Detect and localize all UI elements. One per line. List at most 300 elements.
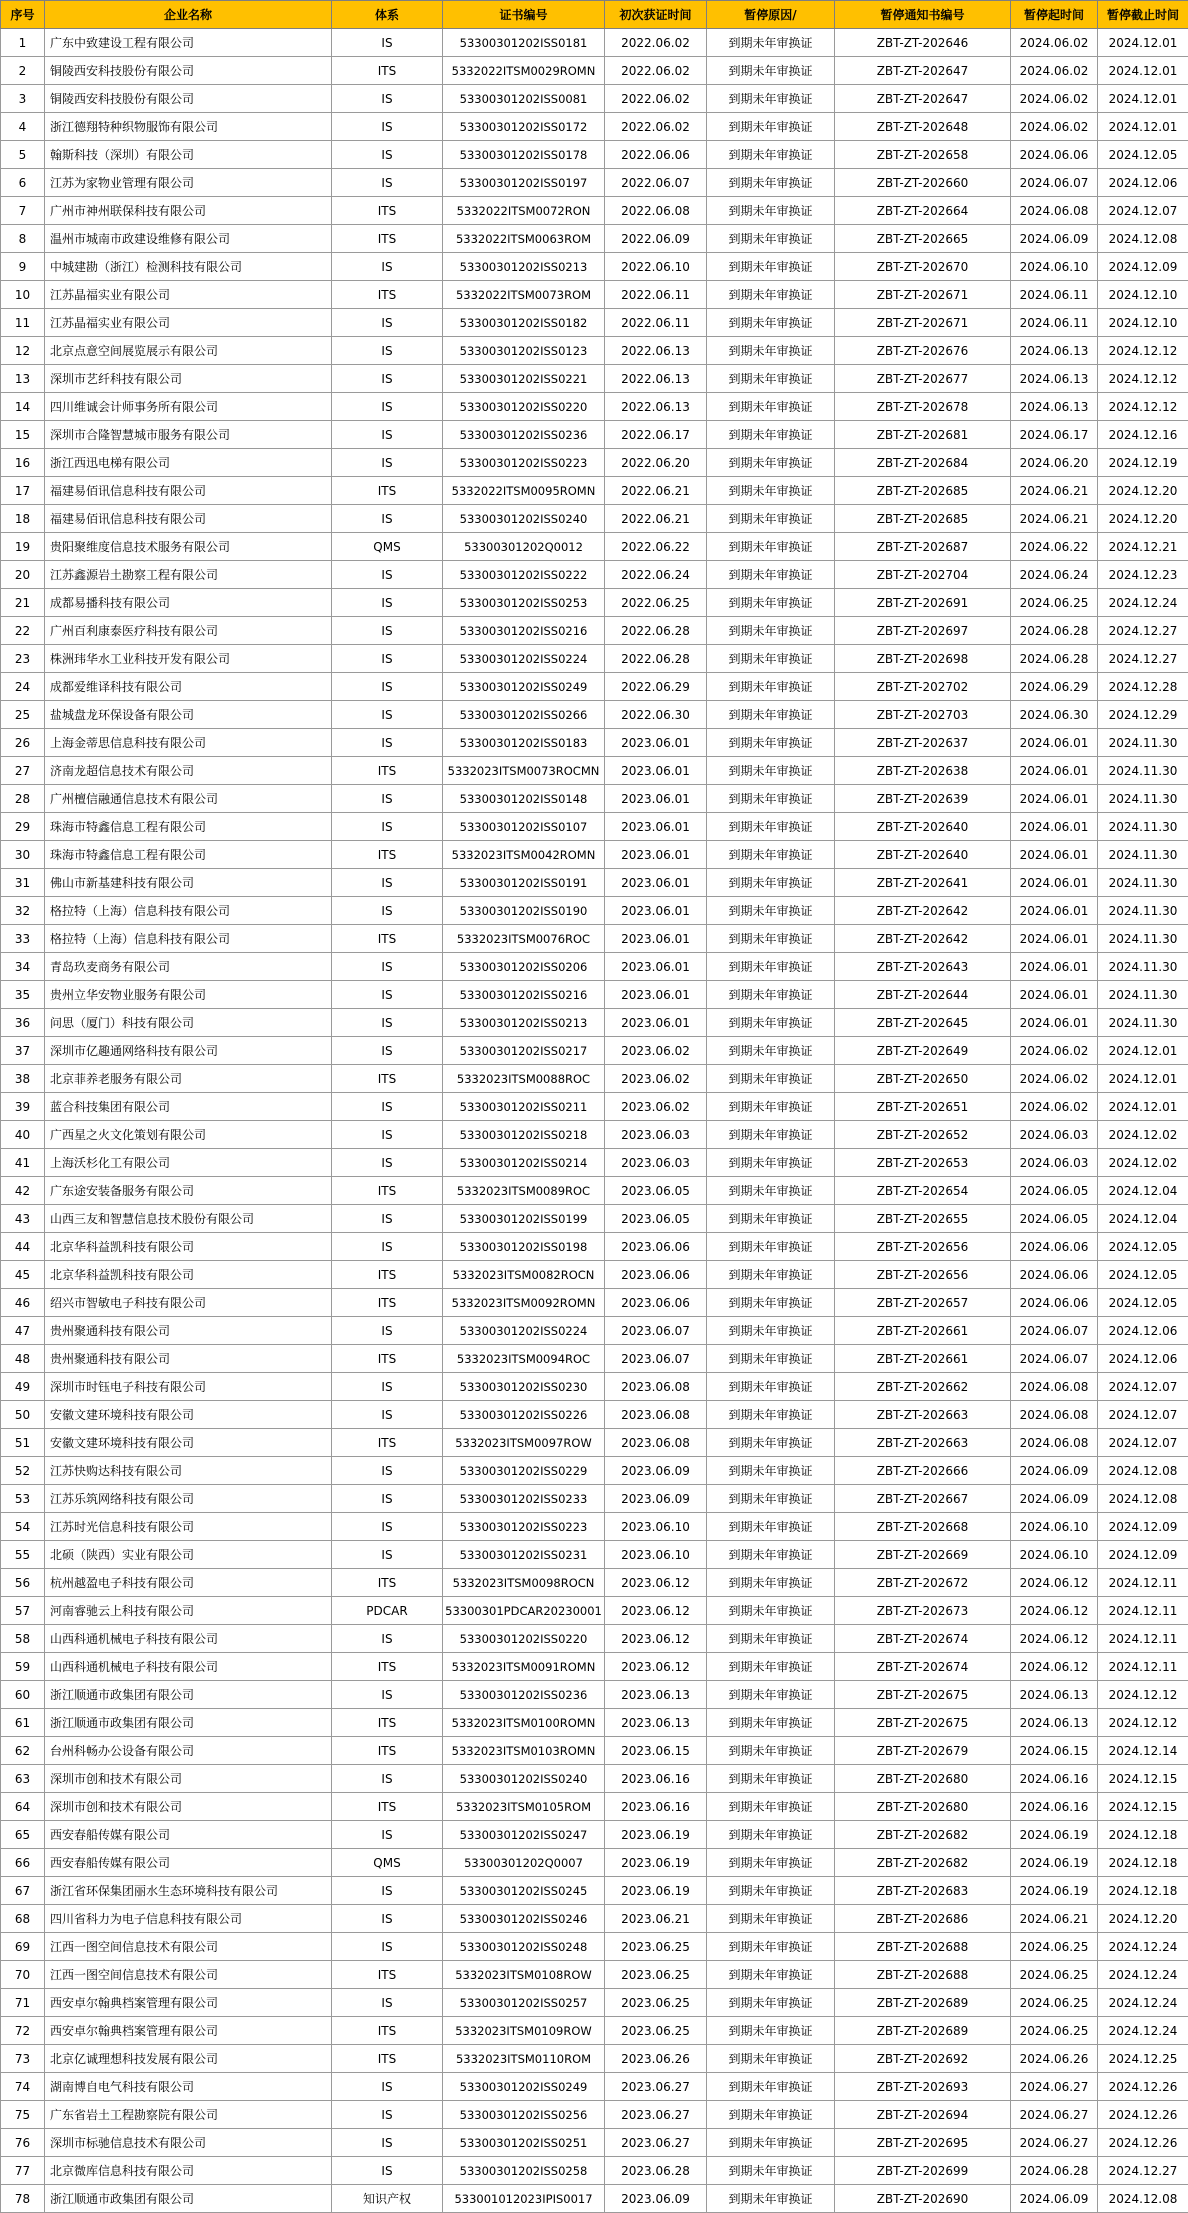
- cell-system: IS: [332, 1317, 443, 1345]
- cell-start-date: 2024.06.21: [1011, 477, 1098, 505]
- cell-reason: 到期未年审换证: [707, 1205, 835, 1233]
- cell-reason: 到期未年审换证: [707, 617, 835, 645]
- table-row: [1, 757, 1188, 785]
- cell-system: IS: [332, 2101, 443, 2129]
- cell-first-cert-date: 2022.06.13: [605, 365, 707, 393]
- cell-end-date: 2024.12.01: [1098, 57, 1188, 85]
- cell-first-cert-date: 2023.06.25: [605, 1961, 707, 1989]
- cell-reason: 到期未年审换证: [707, 197, 835, 225]
- cell-index: 73: [1, 2045, 45, 2073]
- cell-start-date: 2024.06.02: [1011, 1065, 1098, 1093]
- cell-cert-no: 53300301202ISS0107: [443, 813, 605, 841]
- cell-system: IS: [332, 1121, 443, 1149]
- cell-reason: 到期未年审换证: [707, 2185, 835, 2213]
- table-row: [1, 1709, 1188, 1737]
- cell-cert-no: 53300301202ISS0216: [443, 617, 605, 645]
- cell-cert-no: 53300301202ISS0220: [443, 1625, 605, 1653]
- cell-company: 深圳市亿趣通网络科技有限公司: [45, 1037, 332, 1065]
- cell-first-cert-date: 2023.06.28: [605, 2157, 707, 2185]
- cell-company: 北京华科益凯科技有限公司: [45, 1261, 332, 1289]
- cell-system: IS: [332, 617, 443, 645]
- table-row: [1, 869, 1188, 897]
- cell-index: 16: [1, 449, 45, 477]
- cell-index: 66: [1, 1849, 45, 1877]
- table-row: [1, 1065, 1188, 1093]
- cell-reason: 到期未年审换证: [707, 1233, 835, 1261]
- cell-notice-no: ZBT-ZT-202670: [835, 253, 1011, 281]
- cell-reason: 到期未年审换证: [707, 1065, 835, 1093]
- cell-company: 安徽文建环境科技有限公司: [45, 1429, 332, 1457]
- cell-cert-no: 5332022ITSM0073ROM: [443, 281, 605, 309]
- cell-system: IS: [332, 701, 443, 729]
- cell-first-cert-date: 2023.06.02: [605, 1037, 707, 1065]
- cell-notice-no: ZBT-ZT-202668: [835, 1513, 1011, 1541]
- cell-first-cert-date: 2023.06.08: [605, 1429, 707, 1457]
- cell-company: 台州科畅办公设备有限公司: [45, 1737, 332, 1765]
- cell-reason: 到期未年审换证: [707, 29, 835, 57]
- cell-index: 71: [1, 1989, 45, 2017]
- cell-reason: 到期未年审换证: [707, 2045, 835, 2073]
- cell-system: ITS: [332, 197, 443, 225]
- cell-cert-no: 53300301202ISS0229: [443, 1457, 605, 1485]
- table-row: [1, 1429, 1188, 1457]
- cell-start-date: 2024.06.01: [1011, 869, 1098, 897]
- cell-cert-no: 53300301202ISS0081: [443, 85, 605, 113]
- cell-end-date: 2024.12.08: [1098, 1457, 1188, 1485]
- cell-reason: 到期未年审换证: [707, 2129, 835, 2157]
- cell-end-date: 2024.12.01: [1098, 85, 1188, 113]
- cell-reason: 到期未年审换证: [707, 2073, 835, 2101]
- table-row: [1, 113, 1188, 141]
- cell-start-date: 2024.06.16: [1011, 1765, 1098, 1793]
- table-row: [1, 1485, 1188, 1513]
- cell-reason: 到期未年审换证: [707, 981, 835, 1009]
- table-row: [1, 2157, 1188, 2185]
- cell-system: ITS: [332, 925, 443, 953]
- table-row: [1, 1541, 1188, 1569]
- cell-system: IS: [332, 1401, 443, 1429]
- cell-index: 4: [1, 113, 45, 141]
- cell-reason: 到期未年审换证: [707, 1961, 835, 1989]
- cell-notice-no: ZBT-ZT-202642: [835, 897, 1011, 925]
- cell-index: 56: [1, 1569, 45, 1597]
- cell-first-cert-date: 2023.06.25: [605, 2017, 707, 2045]
- cell-first-cert-date: 2023.06.25: [605, 1989, 707, 2017]
- table-row: [1, 253, 1188, 281]
- cell-start-date: 2024.06.30: [1011, 701, 1098, 729]
- cell-first-cert-date: 2023.06.06: [605, 1261, 707, 1289]
- cell-system: ITS: [332, 2017, 443, 2045]
- cell-cert-no: 5332023ITSM0082ROCN: [443, 1261, 605, 1289]
- cell-end-date: 2024.12.11: [1098, 1653, 1188, 1681]
- cell-cert-no: 5332023ITSM0076ROC: [443, 925, 605, 953]
- cell-system: IS: [332, 1205, 443, 1233]
- table-row: [1, 2185, 1188, 2213]
- header-system: 体系: [332, 1, 443, 29]
- cell-reason: 到期未年审换证: [707, 1261, 835, 1289]
- cell-system: ITS: [332, 1961, 443, 1989]
- table-row: [1, 1905, 1188, 1933]
- cell-notice-no: ZBT-ZT-202671: [835, 281, 1011, 309]
- cell-index: 37: [1, 1037, 45, 1065]
- table-row: [1, 449, 1188, 477]
- cell-first-cert-date: 2023.06.12: [605, 1653, 707, 1681]
- cell-reason: 到期未年审换证: [707, 1429, 835, 1457]
- cell-company: 深圳市标驰信息技术有限公司: [45, 2129, 332, 2157]
- cell-first-cert-date: 2022.06.28: [605, 645, 707, 673]
- table-row: [1, 1093, 1188, 1121]
- cell-start-date: 2024.06.24: [1011, 561, 1098, 589]
- table-row: [1, 701, 1188, 729]
- cell-first-cert-date: 2023.06.06: [605, 1289, 707, 1317]
- cell-index: 20: [1, 561, 45, 589]
- cell-company: 济南龙超信息技术有限公司: [45, 757, 332, 785]
- cell-index: 68: [1, 1905, 45, 1933]
- cell-index: 21: [1, 589, 45, 617]
- cell-index: 63: [1, 1765, 45, 1793]
- cell-notice-no: ZBT-ZT-202679: [835, 1737, 1011, 1765]
- cell-notice-no: ZBT-ZT-202665: [835, 225, 1011, 253]
- cell-system: IS: [332, 1625, 443, 1653]
- cell-first-cert-date: 2023.06.07: [605, 1345, 707, 1373]
- cell-index: 7: [1, 197, 45, 225]
- cell-start-date: 2024.06.07: [1011, 1317, 1098, 1345]
- table-row: [1, 925, 1188, 953]
- table-row: [1, 1765, 1188, 1793]
- cell-start-date: 2024.06.27: [1011, 2101, 1098, 2129]
- header-notice-no: 暂停通知书编号: [835, 1, 1011, 29]
- cell-first-cert-date: 2022.06.09: [605, 225, 707, 253]
- cell-index: 22: [1, 617, 45, 645]
- cell-reason: 到期未年审换证: [707, 421, 835, 449]
- cell-end-date: 2024.12.24: [1098, 2017, 1188, 2045]
- cell-index: 44: [1, 1233, 45, 1261]
- cell-notice-no: ZBT-ZT-202637: [835, 729, 1011, 757]
- cell-index: 69: [1, 1933, 45, 1961]
- cell-index: 8: [1, 225, 45, 253]
- cell-index: 57: [1, 1597, 45, 1625]
- cell-first-cert-date: 2023.06.27: [605, 2129, 707, 2157]
- cell-first-cert-date: 2022.06.13: [605, 337, 707, 365]
- table-row: [1, 1177, 1188, 1205]
- cell-system: IS: [332, 561, 443, 589]
- cell-company: 上海金蒂思信息科技有限公司: [45, 729, 332, 757]
- cell-end-date: 2024.12.23: [1098, 561, 1188, 589]
- cell-reason: 到期未年审换证: [707, 757, 835, 785]
- cell-reason: 到期未年审换证: [707, 1513, 835, 1541]
- cell-company: 山西科通机械电子科技有限公司: [45, 1625, 332, 1653]
- table-row: [1, 421, 1188, 449]
- cell-company: 北京华科益凯科技有限公司: [45, 1233, 332, 1261]
- cell-notice-no: ZBT-ZT-202684: [835, 449, 1011, 477]
- cell-cert-no: 53300301202ISS0257: [443, 1989, 605, 2017]
- cell-start-date: 2024.06.09: [1011, 1457, 1098, 1485]
- cell-cert-no: 53300301202ISS0211: [443, 1093, 605, 1121]
- cell-system: IS: [332, 1009, 443, 1037]
- cell-start-date: 2024.06.06: [1011, 1261, 1098, 1289]
- cell-end-date: 2024.11.30: [1098, 897, 1188, 925]
- cell-end-date: 2024.11.30: [1098, 841, 1188, 869]
- cell-index: 62: [1, 1737, 45, 1765]
- cell-notice-no: ZBT-ZT-202661: [835, 1345, 1011, 1373]
- cell-end-date: 2024.12.10: [1098, 309, 1188, 337]
- cell-cert-no: 53300301202ISS0233: [443, 1485, 605, 1513]
- table-row: [1, 85, 1188, 113]
- cell-reason: 到期未年审换证: [707, 869, 835, 897]
- cell-start-date: 2024.06.28: [1011, 617, 1098, 645]
- table-row: [1, 365, 1188, 393]
- cell-notice-no: ZBT-ZT-202644: [835, 981, 1011, 1009]
- cell-cert-no: 5332022ITSM0029ROMN: [443, 57, 605, 85]
- table-row: [1, 617, 1188, 645]
- cell-start-date: 2024.06.21: [1011, 1905, 1098, 1933]
- cell-company: 北京点意空间展览展示有限公司: [45, 337, 332, 365]
- cell-index: 14: [1, 393, 45, 421]
- cell-notice-no: ZBT-ZT-202647: [835, 57, 1011, 85]
- cell-notice-no: ZBT-ZT-202642: [835, 925, 1011, 953]
- cell-reason: 到期未年审换证: [707, 1765, 835, 1793]
- cell-end-date: 2024.12.01: [1098, 29, 1188, 57]
- cell-start-date: 2024.06.10: [1011, 253, 1098, 281]
- cell-index: 34: [1, 953, 45, 981]
- cell-company: 蓝合科技集团有限公司: [45, 1093, 332, 1121]
- cell-first-cert-date: 2023.06.13: [605, 1681, 707, 1709]
- cell-first-cert-date: 2023.06.27: [605, 2101, 707, 2129]
- cell-reason: 到期未年审换证: [707, 1401, 835, 1429]
- cell-system: IS: [332, 1541, 443, 1569]
- cell-company: 上海沃杉化工有限公司: [45, 1149, 332, 1177]
- cell-cert-no: 53300301202ISS0216: [443, 981, 605, 1009]
- cell-company: 安徽文建环境科技有限公司: [45, 1401, 332, 1429]
- cell-start-date: 2024.06.02: [1011, 1093, 1098, 1121]
- cell-start-date: 2024.06.07: [1011, 1345, 1098, 1373]
- cell-end-date: 2024.12.24: [1098, 589, 1188, 617]
- cell-index: 41: [1, 1149, 45, 1177]
- cell-end-date: 2024.12.12: [1098, 1709, 1188, 1737]
- cell-start-date: 2024.06.01: [1011, 757, 1098, 785]
- cell-start-date: 2024.06.22: [1011, 533, 1098, 561]
- cell-notice-no: ZBT-ZT-202697: [835, 617, 1011, 645]
- cell-notice-no: ZBT-ZT-202646: [835, 29, 1011, 57]
- cell-reason: 到期未年审换证: [707, 253, 835, 281]
- cell-end-date: 2024.12.01: [1098, 1093, 1188, 1121]
- cell-first-cert-date: 2023.06.21: [605, 1905, 707, 1933]
- cell-company: 四川省科力为电子信息科技有限公司: [45, 1905, 332, 1933]
- cell-notice-no: ZBT-ZT-202675: [835, 1681, 1011, 1709]
- cell-reason: 到期未年审换证: [707, 533, 835, 561]
- cell-reason: 到期未年审换证: [707, 1541, 835, 1569]
- cell-cert-no: 53300301202ISS0245: [443, 1877, 605, 1905]
- cell-system: ITS: [332, 841, 443, 869]
- cell-end-date: 2024.12.12: [1098, 337, 1188, 365]
- cell-cert-no: 53300301202ISS0249: [443, 673, 605, 701]
- cell-cert-no: 53300301202ISS0226: [443, 1401, 605, 1429]
- cell-cert-no: 5332023ITSM0094ROC: [443, 1345, 605, 1373]
- cell-cert-no: 53300301202ISS0220: [443, 393, 605, 421]
- cell-index: 3: [1, 85, 45, 113]
- cell-reason: 到期未年审换证: [707, 281, 835, 309]
- cell-start-date: 2024.06.05: [1011, 1177, 1098, 1205]
- cell-start-date: 2024.06.28: [1011, 2157, 1098, 2185]
- cell-end-date: 2024.12.27: [1098, 645, 1188, 673]
- cell-cert-no: 53300301202ISS0183: [443, 729, 605, 757]
- cell-first-cert-date: 2022.06.08: [605, 197, 707, 225]
- cell-end-date: 2024.12.02: [1098, 1149, 1188, 1177]
- cell-cert-no: 5332023ITSM0105ROM: [443, 1793, 605, 1821]
- cell-end-date: 2024.12.14: [1098, 1737, 1188, 1765]
- cell-notice-no: ZBT-ZT-202667: [835, 1485, 1011, 1513]
- table-row: [1, 1401, 1188, 1429]
- cell-start-date: 2024.06.08: [1011, 197, 1098, 225]
- table-row: [1, 2129, 1188, 2157]
- cell-notice-no: ZBT-ZT-202643: [835, 953, 1011, 981]
- cell-first-cert-date: 2022.06.11: [605, 309, 707, 337]
- cell-end-date: 2024.12.05: [1098, 141, 1188, 169]
- cell-system: ITS: [332, 1345, 443, 1373]
- cell-index: 10: [1, 281, 45, 309]
- cell-system: IS: [332, 981, 443, 1009]
- cell-index: 29: [1, 813, 45, 841]
- cell-company: 深圳市合隆智慧城市服务有限公司: [45, 421, 332, 449]
- cell-cert-no: 5332023ITSM0089ROC: [443, 1177, 605, 1205]
- cell-notice-no: ZBT-ZT-202693: [835, 2073, 1011, 2101]
- cell-start-date: 2024.06.02: [1011, 85, 1098, 113]
- cell-system: IS: [332, 953, 443, 981]
- cell-company: 贵州聚通科技有限公司: [45, 1345, 332, 1373]
- cell-start-date: 2024.06.13: [1011, 365, 1098, 393]
- cell-start-date: 2024.06.11: [1011, 309, 1098, 337]
- cell-reason: 到期未年审换证: [707, 1037, 835, 1065]
- table-row: [1, 337, 1188, 365]
- cell-index: 45: [1, 1261, 45, 1289]
- cell-notice-no: ZBT-ZT-202678: [835, 393, 1011, 421]
- cell-notice-no: ZBT-ZT-202645: [835, 1009, 1011, 1037]
- cell-first-cert-date: 2023.06.07: [605, 1317, 707, 1345]
- cell-first-cert-date: 2023.06.09: [605, 1485, 707, 1513]
- cell-start-date: 2024.06.02: [1011, 29, 1098, 57]
- cell-cert-no: 53300301202ISS0223: [443, 449, 605, 477]
- header-end-date: 暂停截止时间: [1098, 1, 1188, 29]
- cell-end-date: 2024.12.07: [1098, 1401, 1188, 1429]
- cell-end-date: 2024.11.30: [1098, 785, 1188, 813]
- cell-start-date: 2024.06.01: [1011, 841, 1098, 869]
- cell-cert-no: 53300301202ISS0190: [443, 897, 605, 925]
- cell-company: 江西一图空间信息技术有限公司: [45, 1961, 332, 1989]
- cell-company: 广西星之火文化策划有限公司: [45, 1121, 332, 1149]
- cell-reason: 到期未年审换证: [707, 1877, 835, 1905]
- cell-first-cert-date: 2022.06.30: [605, 701, 707, 729]
- cell-reason: 到期未年审换证: [707, 1093, 835, 1121]
- cell-index: 12: [1, 337, 45, 365]
- cell-cert-no: 5332023ITSM0100ROMN: [443, 1709, 605, 1737]
- cell-company: 深圳市创和技术有限公司: [45, 1793, 332, 1821]
- cell-reason: 到期未年审换证: [707, 225, 835, 253]
- cell-reason: 到期未年审换证: [707, 505, 835, 533]
- cell-system: IS: [332, 645, 443, 673]
- cell-notice-no: ZBT-ZT-202674: [835, 1653, 1011, 1681]
- cell-end-date: 2024.12.16: [1098, 421, 1188, 449]
- cell-end-date: 2024.12.26: [1098, 2129, 1188, 2157]
- cell-start-date: 2024.06.09: [1011, 1485, 1098, 1513]
- cell-company: 广东省岩土工程勘察院有限公司: [45, 2101, 332, 2129]
- cell-system: IS: [332, 2073, 443, 2101]
- table-row: [1, 1737, 1188, 1765]
- cell-end-date: 2024.11.30: [1098, 925, 1188, 953]
- table-row: [1, 393, 1188, 421]
- cell-start-date: 2024.06.25: [1011, 1989, 1098, 2017]
- table-row: [1, 2017, 1188, 2045]
- cell-first-cert-date: 2023.06.01: [605, 897, 707, 925]
- cell-system: IS: [332, 1877, 443, 1905]
- cell-system: IS: [332, 1233, 443, 1261]
- cell-reason: 到期未年审换证: [707, 57, 835, 85]
- cell-start-date: 2024.06.08: [1011, 1401, 1098, 1429]
- cell-index: 15: [1, 421, 45, 449]
- cell-company: 江苏鑫源岩土勘察工程有限公司: [45, 561, 332, 589]
- cell-index: 72: [1, 2017, 45, 2045]
- cell-index: 48: [1, 1345, 45, 1373]
- cell-end-date: 2024.12.06: [1098, 1317, 1188, 1345]
- cell-reason: 到期未年审换证: [707, 2101, 835, 2129]
- table-row: [1, 1821, 1188, 1849]
- cell-notice-no: ZBT-ZT-202656: [835, 1261, 1011, 1289]
- cell-end-date: 2024.12.09: [1098, 253, 1188, 281]
- cell-first-cert-date: 2022.06.25: [605, 589, 707, 617]
- cell-cert-no: 5332022ITSM0063ROM: [443, 225, 605, 253]
- cell-company: 深圳市创和技术有限公司: [45, 1765, 332, 1793]
- cell-first-cert-date: 2023.06.19: [605, 1821, 707, 1849]
- cell-reason: 到期未年审换证: [707, 477, 835, 505]
- cell-end-date: 2024.11.30: [1098, 1009, 1188, 1037]
- cell-index: 59: [1, 1653, 45, 1681]
- table-row: [1, 1317, 1188, 1345]
- cell-index: 47: [1, 1317, 45, 1345]
- table-row: [1, 1877, 1188, 1905]
- cell-notice-no: ZBT-ZT-202671: [835, 309, 1011, 337]
- cell-index: 36: [1, 1009, 45, 1037]
- cell-start-date: 2024.06.25: [1011, 2017, 1098, 2045]
- cell-system: ITS: [332, 281, 443, 309]
- cell-notice-no: ZBT-ZT-202703: [835, 701, 1011, 729]
- cell-first-cert-date: 2023.06.12: [605, 1569, 707, 1597]
- cell-index: 30: [1, 841, 45, 869]
- cell-start-date: 2024.06.12: [1011, 1653, 1098, 1681]
- cell-index: 39: [1, 1093, 45, 1121]
- cell-company: 杭州越盈电子科技有限公司: [45, 1569, 332, 1597]
- cell-index: 52: [1, 1457, 45, 1485]
- table-row: [1, 1597, 1188, 1625]
- cell-notice-no: ZBT-ZT-202685: [835, 505, 1011, 533]
- cell-cert-no: 5332023ITSM0109ROW: [443, 2017, 605, 2045]
- cell-first-cert-date: 2023.06.01: [605, 757, 707, 785]
- cell-end-date: 2024.12.26: [1098, 2073, 1188, 2101]
- cell-cert-no: 5332023ITSM0097ROW: [443, 1429, 605, 1457]
- cell-reason: 到期未年审换证: [707, 85, 835, 113]
- cell-company: 佛山市新基建科技有限公司: [45, 869, 332, 897]
- cell-first-cert-date: 2023.06.16: [605, 1765, 707, 1793]
- cell-cert-no: 53300301202ISS0236: [443, 1681, 605, 1709]
- cell-notice-no: ZBT-ZT-202638: [835, 757, 1011, 785]
- cell-start-date: 2024.06.27: [1011, 2073, 1098, 2101]
- cell-end-date: 2024.12.09: [1098, 1541, 1188, 1569]
- cell-notice-no: ZBT-ZT-202704: [835, 561, 1011, 589]
- cell-system: IS: [332, 673, 443, 701]
- cell-first-cert-date: 2023.06.01: [605, 869, 707, 897]
- cell-company: 格拉特（上海）信息科技有限公司: [45, 897, 332, 925]
- header-company: 企业名称: [45, 1, 332, 29]
- cell-system: ITS: [332, 1569, 443, 1597]
- header-cert-no: 证书编号: [443, 1, 605, 29]
